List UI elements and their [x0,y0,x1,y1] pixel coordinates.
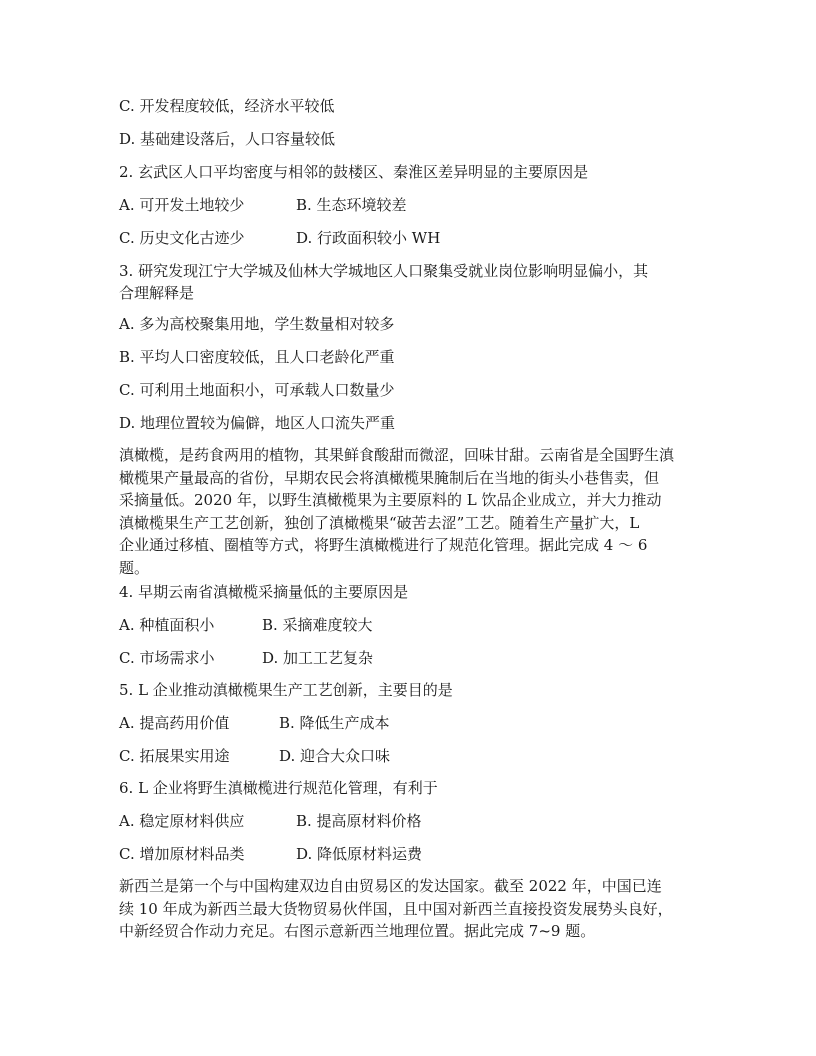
q5-option-a: A. 提高药用价值 [119,714,230,732]
passage-new-zealand: 新西兰是第一个与中国构建双边自由贸易区的发达国家。截至 2022 年，中国已连 续 10 年成为新西兰最大货物贸易伙伴国，且中国对新西兰直接投资发展势头良好， 中新经贸合作动力充足。右图示意新西兰地理位置。据此完成 7~9 题。 [119,877,673,940]
q3-stem-line1: 3. 研究发现江宁大学城及仙林大学城地区人口聚集受就业岗位影响明显偏小，其 [119,262,649,280]
q6-options-row2 [119,844,422,864]
q2-option-c: C. 历史文化古迹少 [119,229,245,247]
q2-options-row1 [119,195,407,215]
q2-option-a: A. 可开发土地较少 [119,196,245,214]
q6-options-row1 [119,811,422,831]
q5-stem: 5. L 企业推动滇橄榄果生产工艺创新，主要目的是 [119,681,453,699]
q6-option-b: B. 提高原材料价格 [296,812,422,830]
q4-option-c: C. 市场需求小 [119,649,215,667]
q4-options-row1 [119,615,373,635]
q4-stem: 4. 早期云南省滇橄榄采摘量低的主要原因是 [119,583,409,601]
q5-option-c: C. 拓展果实用途 [119,747,230,765]
q3-option-c: C. 可利用土地面积小，可承载人口数量少 [119,381,395,399]
q2-options-row2 [119,228,440,248]
q5-option-d: D. 迎合大众口味 [279,747,391,765]
passage-dian-olive: 滇橄榄，是药食两用的植物，其果鲜食酸甜而微涩，回味甘甜。云南省是全国野生滇 橄榄果产量最高的省份，早期农民会将滇橄榄果腌制后在当地的街头小巷售卖，但 采摘量低。2020 年，以野生滇橄榄果为主要原料的 L 饮品企业成立，并大力推动 滇橄榄果生产工艺创新，独创了滇橄榄果“破苦去涩”工艺。随着生产量扩大，L 企业通过移植、圈植等方式，将野生滇橄榄进行了规范化管理。据此完成 4 ～ 6 题。 [119,446,675,577]
q2-option-d: D. 行政面积较小 WH [296,229,441,247]
q1-option-d: D. 基础建设落后，人口容量较低 [119,130,336,148]
q1-option-c: C. 开发程度较低，经济水平较低 [119,97,335,115]
q5-options-row1 [119,713,390,733]
q3-option-a: A. 多为高校聚集用地，学生数量相对较多 [119,315,395,333]
q5-option-b: B. 降低生产成本 [279,714,390,732]
q6-stem: 6. L 企业将野生滇橄榄进行规范化管理，有利于 [119,779,438,797]
q2-option-b: B. 生态环境较差 [296,196,407,214]
q4-options-row2 [119,648,373,668]
q6-option-c: C. 增加原材料品类 [119,845,245,863]
q6-option-a: A. 稳定原材料供应 [119,812,245,830]
q3-option-b: B. 平均人口密度较低，且人口老龄化严重 [119,348,395,366]
q4-option-a: A. 种植面积小 [119,616,215,634]
q3-option-d: D. 地理位置较为偏僻，地区人口流失严重 [119,414,396,432]
q6-option-d: D. 降低原材料运费 [296,845,423,863]
q4-option-b: B. 采摘难度较大 [262,616,373,634]
q3-stem-line2: 合理解释是 [119,284,195,302]
q4-option-d: D. 加工工艺复杂 [262,649,374,667]
q2-stem: 2. 玄武区人口平均密度与相邻的鼓楼区、秦淮区差异明显的主要原因是 [119,163,589,181]
q5-options-row2 [119,746,390,766]
